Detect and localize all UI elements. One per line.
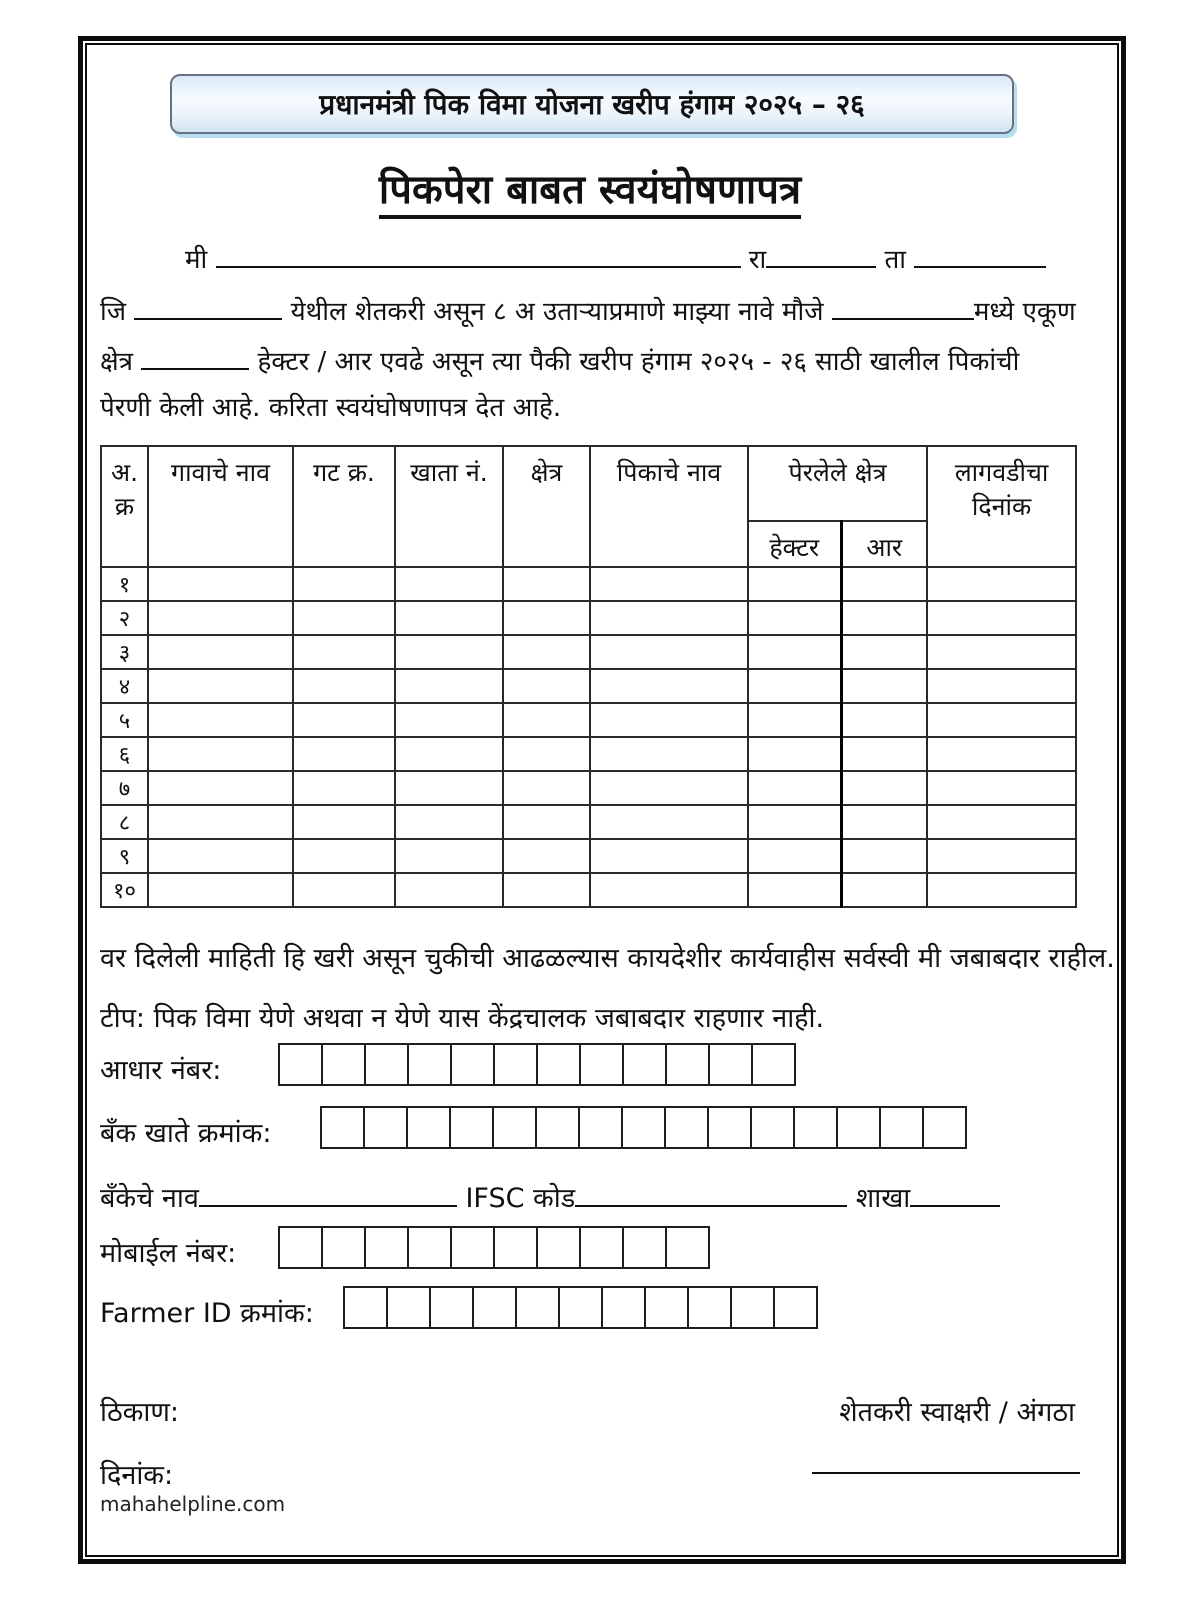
digit-box <box>664 1106 709 1149</box>
digit-box <box>493 1043 538 1086</box>
table-cell <box>395 669 503 703</box>
row-number-cell: ९ <box>101 839 148 873</box>
digit-box <box>449 1106 494 1149</box>
table-cell <box>395 873 503 907</box>
digit-box <box>773 1286 818 1329</box>
table-cell <box>503 567 590 601</box>
digit-box <box>536 1226 581 1269</box>
col-header-crop-name: पिकाचे नाव <box>590 446 748 567</box>
row-number-cell: ३ <box>101 635 148 669</box>
farmer-id-boxes <box>343 1286 818 1329</box>
table-cell <box>748 669 841 703</box>
digit-box <box>407 1226 452 1269</box>
table-cell <box>503 635 590 669</box>
col-header-serial: अ. क्र <box>101 446 148 567</box>
col-header-aar: आर <box>841 521 927 567</box>
aadhaar-label: आधार नंबर: <box>100 1055 222 1086</box>
digit-box <box>579 1226 624 1269</box>
table-cell <box>148 635 293 669</box>
bank-name-line <box>100 1178 1082 1215</box>
table-cell <box>841 805 927 839</box>
col-header-sown-area: पेरलेले क्षेत्र <box>748 446 927 521</box>
crops-table-wrap <box>100 445 1075 908</box>
digit-box <box>751 1043 796 1086</box>
table-cell <box>293 669 395 703</box>
table-cell <box>395 839 503 873</box>
digit-box <box>707 1106 752 1149</box>
digit-box <box>579 1043 624 1086</box>
digit-box <box>343 1286 388 1329</box>
digit-box <box>665 1226 710 1269</box>
table-row <box>101 601 1076 635</box>
row-number-cell: २ <box>101 601 148 635</box>
digit-box <box>450 1043 495 1086</box>
intro-line-3: क्षेत्र हेक्टर / आर एवढे असून त्या पैकी खरीप हंगाम २०२५ - २६ साठी खालील पिकांची <box>100 342 1080 378</box>
table-row <box>101 771 1076 805</box>
table-cell <box>748 601 841 635</box>
table-cell <box>395 601 503 635</box>
digit-box <box>665 1043 710 1086</box>
table-cell <box>293 703 395 737</box>
table-cell <box>927 567 1076 601</box>
table-cell <box>748 703 841 737</box>
table-cell <box>148 771 293 805</box>
table-cell <box>590 601 748 635</box>
scheme-banner-text: प्रधानमंत्री पिक विमा योजना खरीप हंगाम २०२५ – २६ <box>319 88 865 121</box>
table-cell <box>590 567 748 601</box>
table-cell <box>590 771 748 805</box>
farmer-signature-label: शेतकरी स्वाक्षरी / अंगठा <box>839 1397 1075 1428</box>
bank-account-boxes <box>320 1106 967 1149</box>
table-cell <box>927 737 1076 771</box>
signature-line <box>812 1472 1080 1474</box>
digit-box <box>429 1286 474 1329</box>
table-cell <box>503 771 590 805</box>
crops-table <box>100 445 1077 908</box>
table-cell <box>748 839 841 873</box>
table-cell <box>841 703 927 737</box>
area-blank-field <box>141 344 249 370</box>
table-cell <box>927 601 1076 635</box>
table-cell <box>841 737 927 771</box>
digit-box <box>363 1106 408 1149</box>
digit-box <box>622 1226 667 1269</box>
digit-box <box>515 1286 560 1329</box>
digit-box <box>879 1106 924 1149</box>
ifsc-label: IFSC कोड <box>465 1183 576 1214</box>
table-row <box>101 703 1076 737</box>
table-cell <box>927 703 1076 737</box>
table-cell <box>503 703 590 737</box>
digit-box <box>578 1106 623 1149</box>
website-text: mahahelpline.com <box>100 1492 286 1516</box>
scheme-banner <box>170 74 1014 134</box>
table-cell <box>395 771 503 805</box>
taluka-blank-field <box>914 242 1046 268</box>
digit-box <box>601 1286 646 1329</box>
row-number-cell: १० <box>101 873 148 907</box>
table-cell <box>590 703 748 737</box>
table-cell <box>395 737 503 771</box>
table-cell <box>590 737 748 771</box>
digit-box <box>321 1043 366 1086</box>
table-cell <box>503 805 590 839</box>
row-number-cell: ८ <box>101 805 148 839</box>
table-cell <box>148 567 293 601</box>
table-cell <box>293 839 395 873</box>
table-row <box>101 873 1076 907</box>
table-cell <box>503 873 590 907</box>
col-header-group-no: गट क्र. <box>293 446 395 567</box>
table-cell <box>293 805 395 839</box>
digit-box <box>708 1043 753 1086</box>
table-cell <box>503 669 590 703</box>
digit-box <box>922 1106 967 1149</box>
digit-box <box>492 1106 537 1149</box>
table-row <box>101 839 1076 873</box>
digit-box <box>493 1226 538 1269</box>
table-cell <box>148 601 293 635</box>
table-cell <box>293 567 395 601</box>
row-number-cell: ६ <box>101 737 148 771</box>
branch-blank-field <box>910 1181 1000 1207</box>
table-cell <box>590 805 748 839</box>
digit-box <box>622 1043 667 1086</box>
table-cell <box>841 771 927 805</box>
table-cell <box>748 873 841 907</box>
digit-box <box>793 1106 838 1149</box>
place-label: ठिकाण: <box>100 1397 180 1428</box>
table-cell <box>841 669 927 703</box>
digit-box <box>278 1043 323 1086</box>
table-cell <box>293 601 395 635</box>
table-cell <box>503 737 590 771</box>
table-cell <box>148 703 293 737</box>
digit-box <box>750 1106 795 1149</box>
table-cell <box>293 737 395 771</box>
table-cell <box>748 771 841 805</box>
table-cell <box>395 567 503 601</box>
row-number-cell: ४ <box>101 669 148 703</box>
mobile-label: मोबाईल नंबर: <box>100 1238 237 1269</box>
digit-box <box>536 1043 581 1086</box>
col-header-area: क्षेत्र <box>503 446 590 567</box>
digit-box <box>450 1226 495 1269</box>
digit-box <box>535 1106 580 1149</box>
mobile-boxes <box>278 1226 710 1269</box>
table-cell <box>395 635 503 669</box>
table-cell <box>395 805 503 839</box>
table-cell <box>395 703 503 737</box>
table-row <box>101 567 1076 601</box>
row-number-cell: ५ <box>101 703 148 737</box>
col-header-account-no: खाता नं. <box>395 446 503 567</box>
digit-box <box>621 1106 666 1149</box>
note-text: टीप: पिक विमा येणे अथवा न येणे यास केंद्रचालक जबाबदार राहणार नाही. <box>100 1003 825 1034</box>
name-blank-field <box>216 242 741 268</box>
intro-line-1: मी रा ता <box>100 240 1080 276</box>
digit-box <box>836 1106 881 1149</box>
row-number-cell: ७ <box>101 771 148 805</box>
date-label: दिनांक: <box>100 1460 174 1491</box>
table-cell <box>293 635 395 669</box>
table-cell <box>927 873 1076 907</box>
table-cell <box>148 805 293 839</box>
table-cell <box>503 839 590 873</box>
ifsc-blank-field <box>575 1181 847 1207</box>
digit-box <box>386 1286 431 1329</box>
table-row <box>101 669 1076 703</box>
table-cell <box>841 839 927 873</box>
table-cell <box>148 737 293 771</box>
table-cell <box>148 873 293 907</box>
table-cell <box>841 873 927 907</box>
digit-box <box>364 1043 409 1086</box>
table-cell <box>841 635 927 669</box>
table-cell <box>927 839 1076 873</box>
table-cell <box>748 737 841 771</box>
table-cell <box>748 567 841 601</box>
digit-box <box>472 1286 517 1329</box>
table-cell <box>748 635 841 669</box>
table-row <box>101 805 1076 839</box>
table-cell <box>927 771 1076 805</box>
table-cell <box>927 805 1076 839</box>
table-cell <box>590 635 748 669</box>
table-cell <box>293 873 395 907</box>
table-row <box>101 635 1076 669</box>
aadhaar-boxes <box>278 1043 796 1086</box>
digit-box <box>278 1226 323 1269</box>
col-header-hectare: हेक्टर <box>748 521 841 567</box>
table-cell <box>590 669 748 703</box>
table-cell <box>148 669 293 703</box>
table-cell <box>841 567 927 601</box>
intro-line-4: पेरणी केली आहे. करिता स्वयंघोषणापत्र देत आहे. <box>100 393 562 423</box>
digit-box <box>687 1286 732 1329</box>
village-blank-field <box>766 242 876 268</box>
digit-box <box>558 1286 603 1329</box>
table-cell <box>503 601 590 635</box>
bank-account-label: बँक खाते क्रमांक: <box>100 1118 272 1149</box>
col-header-plant-date: लागवडीचा दिनांक <box>927 446 1076 567</box>
digit-box <box>320 1106 365 1149</box>
table-cell <box>590 873 748 907</box>
declaration-text: वर दिलेली माहिती हि खरी असून चुकीची आढळल्यास कायदेशीर कार्यवाहीस सर्वस्वी मी जबाबदार राहील. <box>100 943 1115 974</box>
digit-box <box>364 1226 409 1269</box>
bank-name-label: बँकेचे नाव <box>100 1183 199 1214</box>
digit-box <box>321 1226 366 1269</box>
digit-box <box>407 1043 452 1086</box>
mouje-blank-field <box>832 294 974 320</box>
row-number-cell: १ <box>101 567 148 601</box>
intro-line-2: जि येथील शेतकरी असून ८ अ उताऱ्याप्रमाणे माझ्या नावे मौजे मध्ये एकूण <box>100 292 1080 328</box>
table-cell <box>927 635 1076 669</box>
table-cell <box>748 805 841 839</box>
table-cell <box>841 601 927 635</box>
page-title: पिकपेरा बाबत स्वयंघोषणापत्र <box>100 160 1080 215</box>
table-row <box>101 737 1076 771</box>
table-cell <box>927 669 1076 703</box>
branch-label: शाखा <box>855 1183 911 1214</box>
table-cell <box>293 771 395 805</box>
table-cell <box>148 839 293 873</box>
bank-name-blank-field <box>199 1181 457 1207</box>
table-cell <box>590 839 748 873</box>
digit-box <box>406 1106 451 1149</box>
digit-box <box>730 1286 775 1329</box>
digit-box <box>644 1286 689 1329</box>
farmer-id-label: Farmer ID क्रमांक: <box>100 1298 314 1329</box>
district-blank-field <box>134 294 282 320</box>
col-header-village: गावाचे नाव <box>148 446 293 567</box>
